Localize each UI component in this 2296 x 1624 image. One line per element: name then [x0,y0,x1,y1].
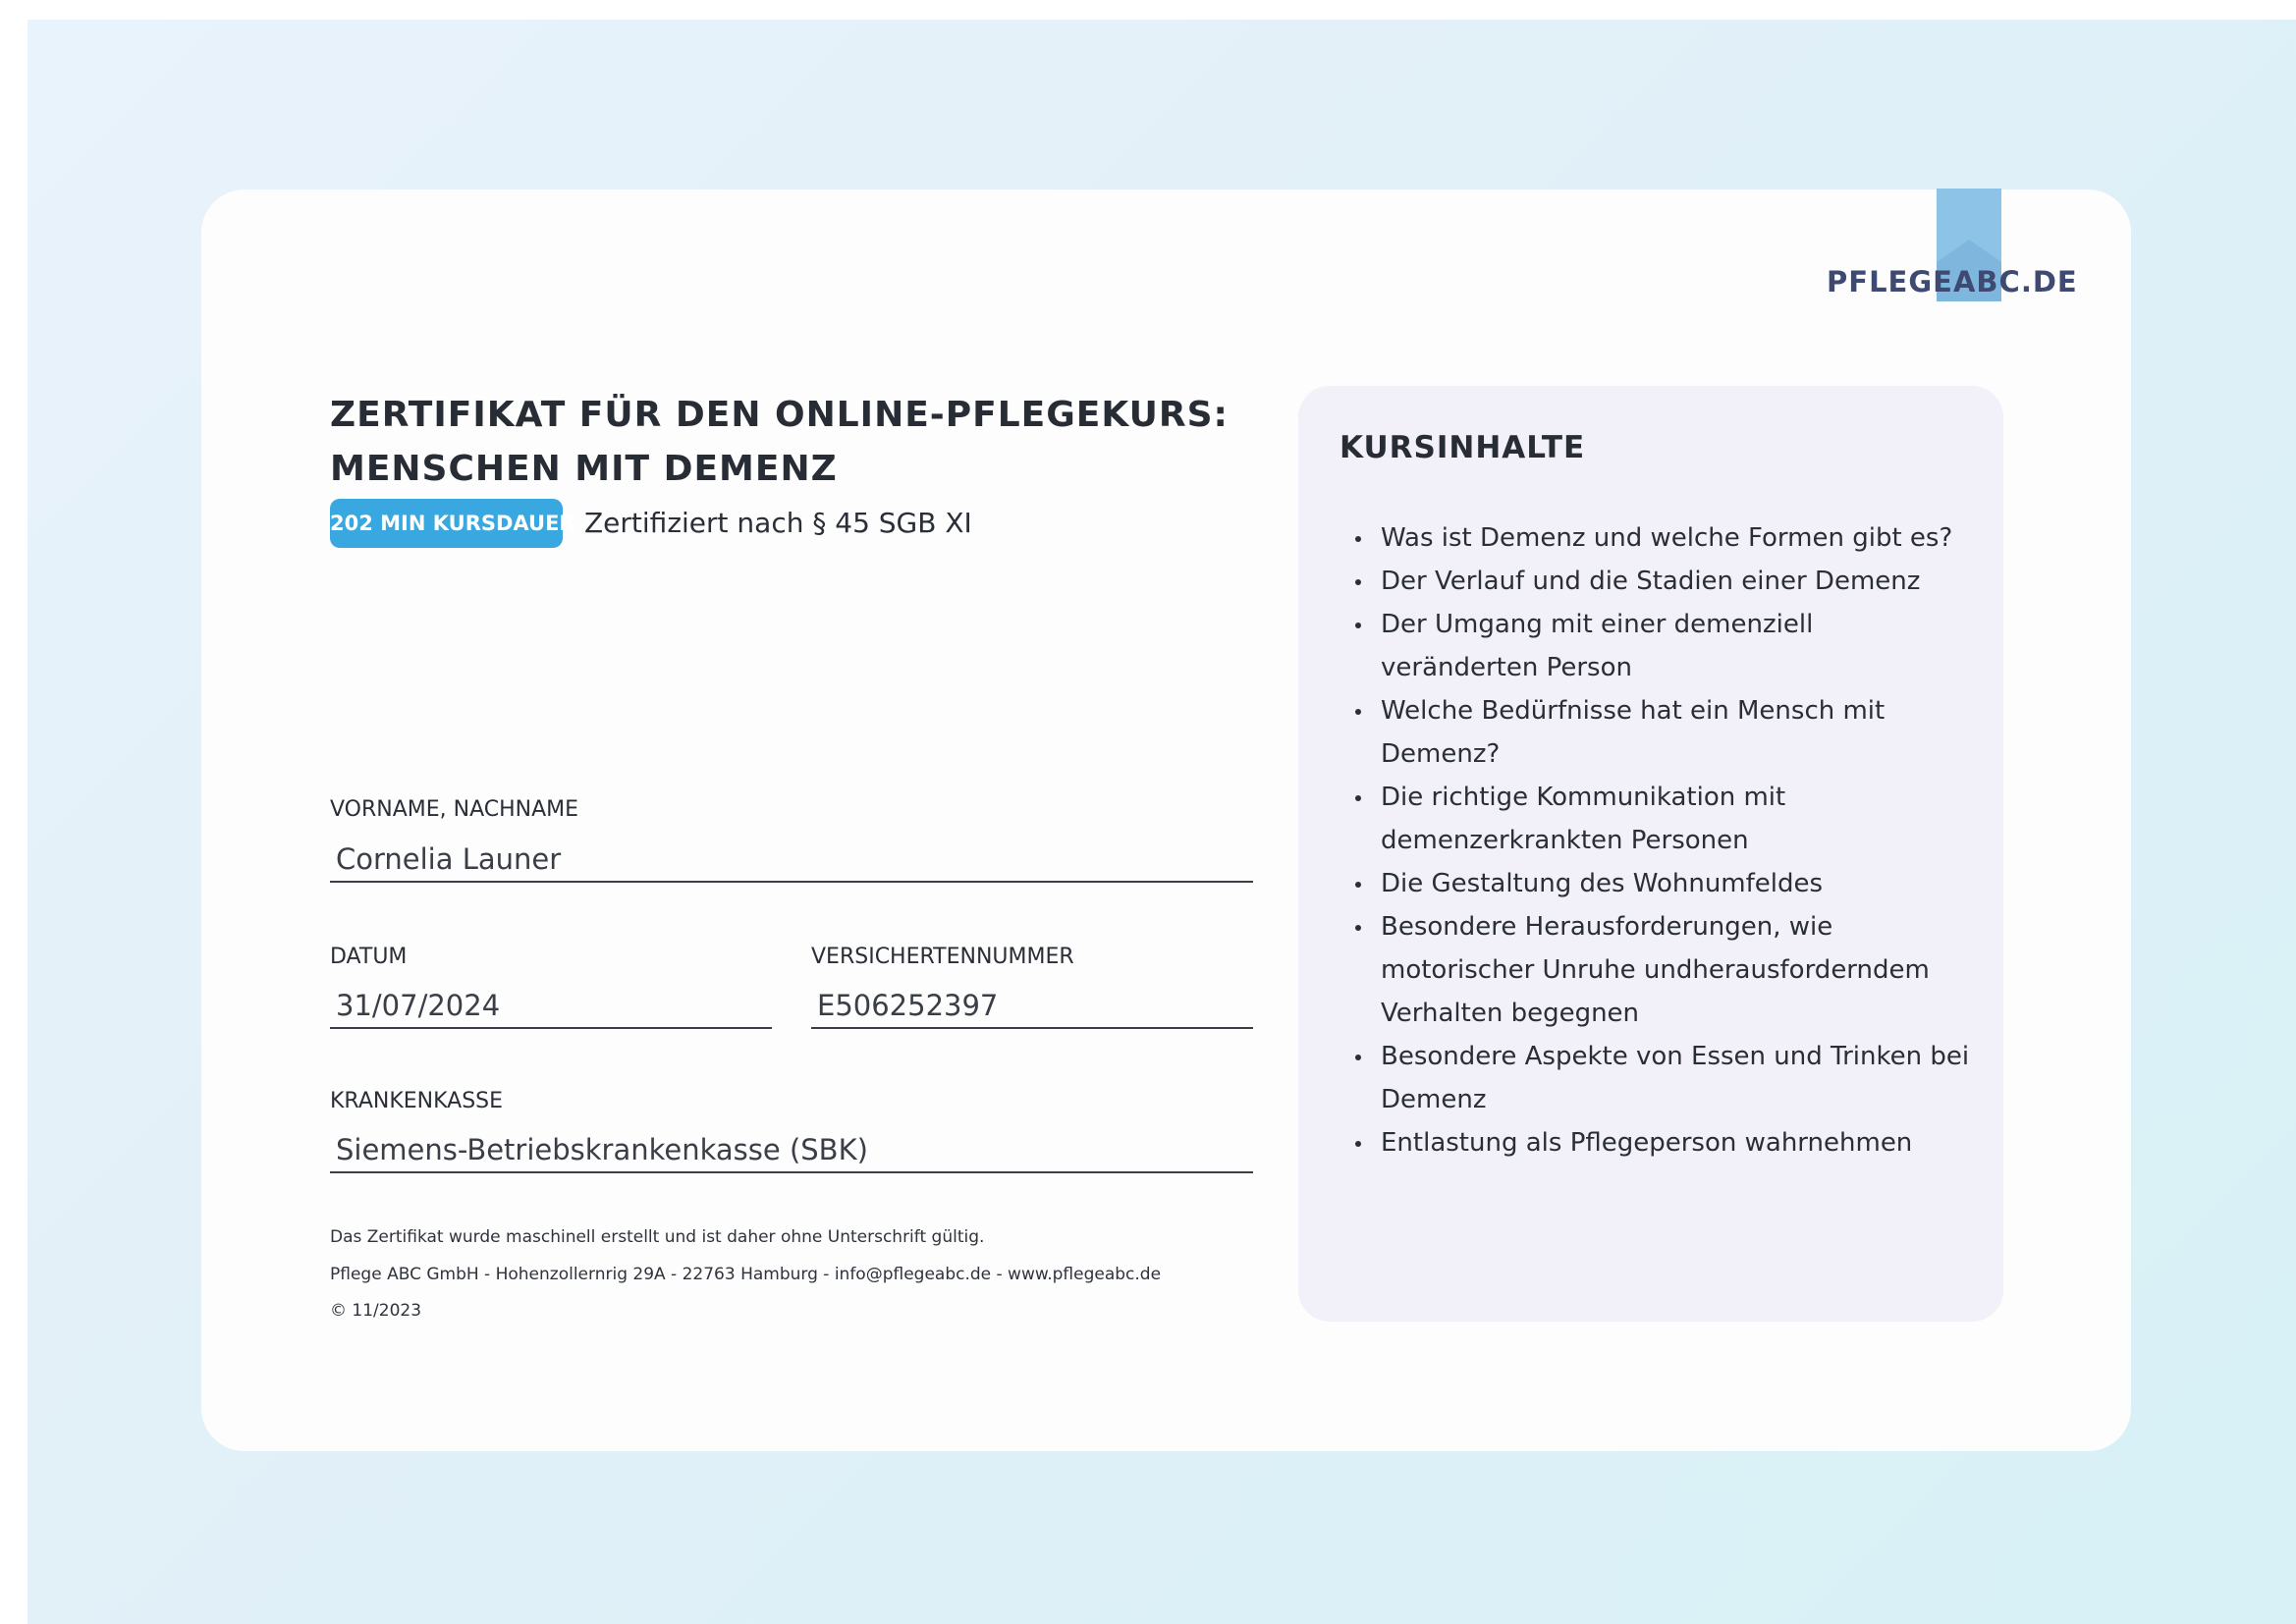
name-label: VORNAME, NACHNAME [330,797,579,822]
course-topic: Welche Bedürfnisse hat ein Mensch mit Demenz? [1355,689,1974,776]
health-insurance-label: KRANKENKASSE [330,1089,504,1113]
name-underline [330,881,1253,883]
title-line-1: ZERTIFIKAT FÜR DEN ONLINE-PFLEGEKURS: [330,395,1229,435]
course-topic: Besondere Herausforderungen, wie motorischer Unruhe undherausforderndem Verhalten begegnen [1355,905,1974,1035]
footer-validity-note: Das Zertifikat wurde maschinell erstellt und ist daher ohne Unterschrift gültig. [330,1227,985,1247]
insurance-number-underline [811,1027,1253,1029]
duration-badge: 202 MIN KURSDAUER [330,499,563,548]
certificate-title [330,388,1229,496]
date-value: 31/07/2024 [336,989,501,1022]
health-insurance-underline [330,1171,1253,1173]
date-label: DATUM [330,945,408,969]
name-value: Cornelia Launer [336,842,562,876]
title-line-2: MENSCHEN MIT DEMENZ [330,449,838,489]
course-topic: Die richtige Kommunikation mit demenzerkrankten Personen [1355,776,1974,862]
footer-company-info: Pflege ABC GmbH - Hohenzollernrig 29A - 22763 Hamburg - info@pflegeabc.de - www.pflegeabc.de [330,1265,1162,1284]
insurance-number-value: E506252397 [817,989,999,1022]
course-topic: Die Gestaltung des Wohnumfeldes [1355,862,1974,905]
logo-abc: ABC [1952,265,2021,298]
course-topic: Was ist Demenz und welche Formen gibt es? [1355,516,1974,560]
course-topic: Der Verlauf und die Stadien einer Demenz [1355,560,1974,603]
health-insurance-value: Siemens-Betriebskrankenkasse (SBK) [336,1133,868,1166]
course-topic: Besondere Aspekte von Essen und Trinken bei Demenz [1355,1035,1974,1121]
course-contents-list [1355,516,1974,1164]
logo-suffix: .DE [2020,265,2078,298]
course-topic: Entlastung als Pflegeperson wahrnehmen [1355,1121,1974,1164]
course-topic: Der Umgang mit einer demenziell veränderten Person [1355,603,1974,689]
course-contents-title: KURSINHALTE [1339,430,1586,465]
date-underline [330,1027,772,1029]
logo [1827,265,2078,298]
footer-copyright: © 11/2023 [330,1301,422,1321]
certification-text: Zertifiziert nach § 45 SGB XI [584,507,972,539]
insurance-number-label: VERSICHERTENNUMMER [811,945,1074,969]
logo-prefix: PFLEGE [1827,265,1953,298]
